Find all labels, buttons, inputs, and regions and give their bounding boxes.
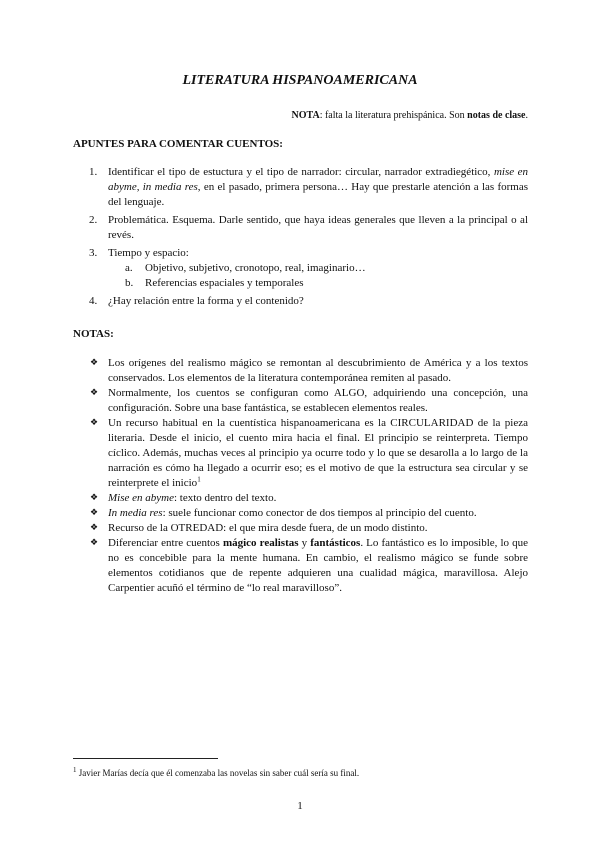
item-text: Tiempo y espacio: xyxy=(108,247,189,259)
item-number: 4. xyxy=(89,295,98,307)
note-label: NOTA xyxy=(291,110,320,121)
item-number: 2. xyxy=(89,214,98,226)
item-text: ¿Hay relación entre la forma y el contenido? xyxy=(108,295,304,307)
bullet-bold-term: mágico realistas xyxy=(222,537,299,549)
bullet-term: In media res xyxy=(108,507,163,519)
bullet-item xyxy=(73,356,528,386)
section-heading-apuntes: APUNTES PARA COMENTAR CUENTOS: xyxy=(73,138,283,150)
numbered-list xyxy=(73,165,528,312)
bullet-item xyxy=(73,536,528,596)
diamond-bullet-icon: ❖ xyxy=(90,508,99,518)
bullet-item xyxy=(73,521,528,536)
section-heading-notas: NOTAS: xyxy=(73,328,114,340)
diamond-bullet-icon: ❖ xyxy=(90,358,99,368)
list-item xyxy=(73,213,528,243)
note-emphasis: notas de clase xyxy=(467,110,526,121)
diamond-bullet-icon: ❖ xyxy=(90,388,99,398)
footnote-text: Javier Marías decía que él comenzaba las novelas sin saber cuál sería su final. xyxy=(76,768,360,778)
diamond-bullet-icon: ❖ xyxy=(90,418,99,428)
document-title: LITERATURA HISPANOAMERICANA xyxy=(182,73,418,88)
bullet-text-post: . Lo fantástico es lo imposible, lo que no es concebible para la mente humana. En cambio, el realismo mágico se funde sobre elementos cotidianos que de repente adquieren una cualidad mágica, maravillosa. Alejo Carpentier acuñó el término de “lo real maravilloso”. xyxy=(108,537,528,594)
diamond-bullet-icon: ❖ xyxy=(90,523,99,533)
note-text: : falta la literatura prehispánica. Son xyxy=(319,110,468,121)
list-item xyxy=(73,246,528,291)
item-number: 3. xyxy=(89,247,98,259)
bullet-item xyxy=(73,506,528,521)
item-number: 1. xyxy=(89,166,98,178)
note-end: . xyxy=(525,110,528,121)
bullet-text-mid: y xyxy=(298,537,311,549)
bullet-text-pre: Diferenciar entre cuentos xyxy=(108,537,223,549)
diamond-bullet-icon: ❖ xyxy=(90,538,99,548)
bullet-term: Mise en abyme xyxy=(108,492,174,504)
bullet-text: Recurso de la OTREDAD: el que mira desde fuera, de un modo distinto. xyxy=(108,522,428,534)
sub-list-item xyxy=(73,261,528,276)
sub-item-letter: a. xyxy=(125,262,133,274)
sub-item-letter: b. xyxy=(125,277,134,289)
footnote xyxy=(73,766,359,781)
class-note xyxy=(292,108,528,123)
bullet-text: : suele funcionar como conector de dos tiempos al principio del cuento. xyxy=(162,507,477,519)
item-text-post: , en el pasado, primera persona… Hay que prestarle atención a las formas del lenguaje. xyxy=(108,181,528,208)
sub-item-text: Referencias espaciales y temporales xyxy=(145,277,304,289)
bullet-text: Los orígenes del realismo mágico se remontan al descubrimiento de América y a los textos conservados. Los elementos de la literatura contemporánea remiten al pasado. xyxy=(108,357,528,384)
page-number: 1 xyxy=(297,800,303,812)
bullet-list xyxy=(73,356,528,596)
bullet-bold-term: fantásticos xyxy=(310,537,361,549)
bullet-text: : texto dentro del texto. xyxy=(173,492,277,504)
item-text-italic: mise en abyme, in media res xyxy=(108,166,529,193)
bullet-item xyxy=(73,386,528,416)
sub-item-text: Objetivo, subjetivo, cronotopo, real, imaginario… xyxy=(145,262,366,274)
item-text: Problemática. Esquema. Darle sentido, que haya ideas generales que lleven a la principal o al revés. xyxy=(108,214,528,241)
footnote-reference: 1 xyxy=(197,475,201,484)
sub-list-item xyxy=(73,276,528,291)
diamond-bullet-icon: ❖ xyxy=(90,493,99,503)
footnote-separator xyxy=(73,758,218,759)
item-text-pre: Identificar el tipo de estuctura y el tipo de narrador: circular, narrador extradiegético, xyxy=(108,166,494,178)
bullet-item xyxy=(73,491,528,506)
list-item xyxy=(73,165,528,210)
footnote-mark: 1 xyxy=(73,766,77,774)
bullet-text: Un recurso habitual en la cuentística hispanoamericana es la CIRCULARIDAD de la pieza literaria. Desde el inicio, el cuento mira hacia el final. El principio se reinterpreta. Tiempo cíclico. Además, muchas veces al principio ya ocurre todo y lo que se desarolla a lo largo de la narración es cómo ha llegado a ocurrir eso; es el motivo de que la estructura sea circular y se reinterprete el inicio xyxy=(108,417,528,489)
bullet-text: Normalmente, los cuentos se configuran como ALGO, adquiriendo una concepción, una configuración. Sobre una base fantástica, se establecen elementos reales. xyxy=(108,387,528,414)
list-item xyxy=(73,294,528,309)
bullet-item xyxy=(73,416,528,491)
